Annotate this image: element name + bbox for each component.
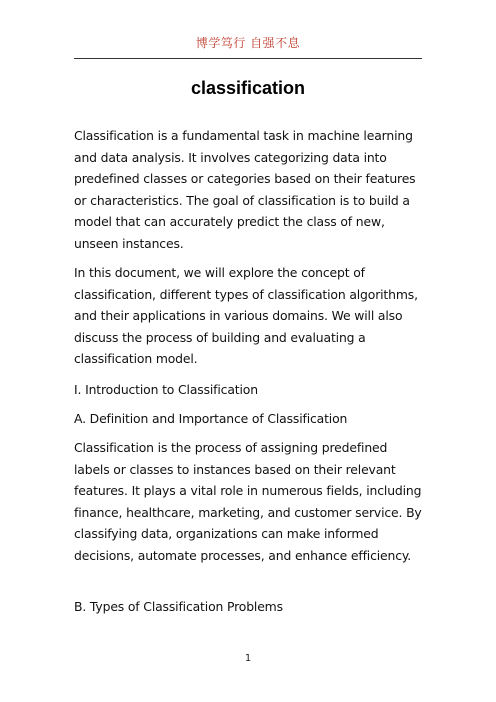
subsection-heading-types: B. Types of Classification Problems [74, 599, 283, 614]
paragraph-intro: Classification is a fundamental task in machine learning and data analysis. It involves categorizing data into predefined classes or categories based on their features or characteristics. The goal of classification is to build a model that can accurately predict the class of new, unseen instances. [74, 128, 416, 251]
page-header: 博学笃行 自强不息 [195, 36, 301, 50]
section-heading-introduction: I. Introduction to Classification [74, 382, 258, 397]
header-divider [74, 58, 422, 59]
paragraph-definition: Classification is the process of assigning predefined labels or classes to instances based on their relevant features. It plays a vital role in numerous fields, including finance, healthcare, marketing, and customer service. By classifying data, organizations can make informed decisions, automate processes, and enhance efficiency. [74, 440, 422, 563]
subsection-heading-definition: A. Definition and Importance of Classification [74, 411, 348, 426]
paragraph-overview: In this document, we will explore the concept of classification, different types of classification algorithms, and their applications in various domains. We will also discuss the process of building and evaluating a classification model. [74, 265, 418, 366]
page-number: 1 [244, 653, 252, 664]
document-title: classification [190, 78, 306, 98]
